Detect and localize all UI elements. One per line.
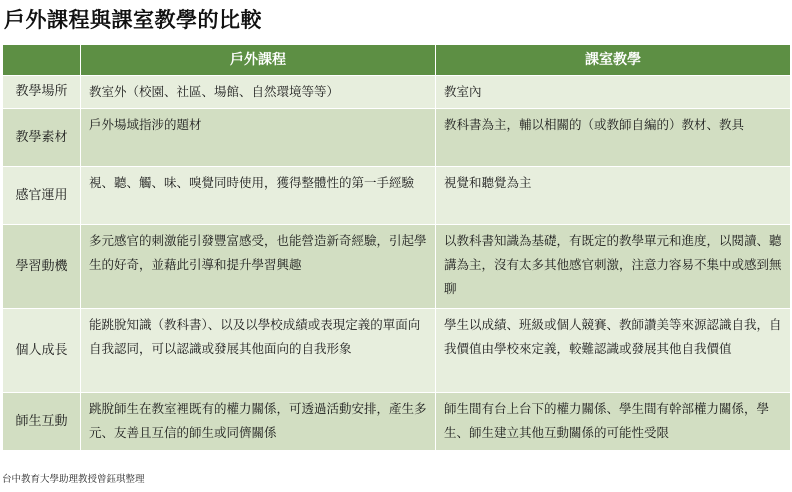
header-corner-cell: [3, 45, 81, 76]
classroom-cell: 學生以成績、班級或個人競賽、教師讚美等來源認識自我，自我價值由學校來定義，較難認識或發展其他自我價值: [436, 309, 791, 393]
row-label: 教學場所: [3, 76, 81, 109]
comparison-table: [2, 44, 791, 451]
outdoor-cell: 戶外場域指涉的題材: [81, 109, 436, 167]
outdoor-cell: 視、聽、觸、味、嗅覺同時使用，獲得整體性的第一手經驗: [81, 167, 436, 225]
row-label: 感官運用: [3, 167, 81, 225]
table-row: [3, 225, 791, 309]
page-title: 戶外課程與課室教學的比較: [4, 8, 262, 32]
row-label: 教學素材: [3, 109, 81, 167]
classroom-cell: 教室內: [436, 76, 791, 109]
classroom-cell: 視覺和聽覺為主: [436, 167, 791, 225]
header-outdoor: 戶外課程: [81, 45, 436, 76]
table-row: [3, 167, 791, 225]
row-label: 學習動機: [3, 225, 81, 309]
classroom-cell: 以教科書知識為基礎，有既定的教學單元和進度，以閱讀、聽講為主，沒有太多其他感官刺激，注意力容易不集中或感到無聊: [436, 225, 791, 309]
row-label: 師生互動: [3, 393, 81, 451]
header-classroom: 課室教學: [436, 45, 791, 76]
outdoor-cell: 跳脫師生在教室裡既有的權力關係，可透過活動安排，產生多元、友善且互信的師生或同儕關係: [81, 393, 436, 451]
classroom-cell: 師生間有台上台下的權力關係、學生間有幹部權力關係，學生、師生建立其他互動關係的可能性受限: [436, 393, 791, 451]
table-row: [3, 309, 791, 393]
row-label: 個人成長: [3, 309, 81, 393]
table-row: [3, 393, 791, 451]
outdoor-cell: 教室外（校園、社區、場館、自然環境等等）: [81, 76, 436, 109]
outdoor-cell: 能跳脫知識（教科書）、以及以學校成績或表現定義的單面向自我認同，可以認識或發展其他面向的自我形象: [81, 309, 436, 393]
classroom-cell: 教科書為主，輔以相關的（或教師自編的）教材、教具: [436, 109, 791, 167]
source-credit: 台中教育大學助理教授曾鈺琪整理: [2, 474, 145, 485]
outdoor-cell: 多元感官的刺激能引發豐富感受，也能營造新奇經驗，引起學生的好奇，並藉此引導和提升學習興趣: [81, 225, 436, 309]
table-row: [3, 76, 791, 109]
table-header-row: [3, 45, 791, 76]
table-row: [3, 109, 791, 167]
